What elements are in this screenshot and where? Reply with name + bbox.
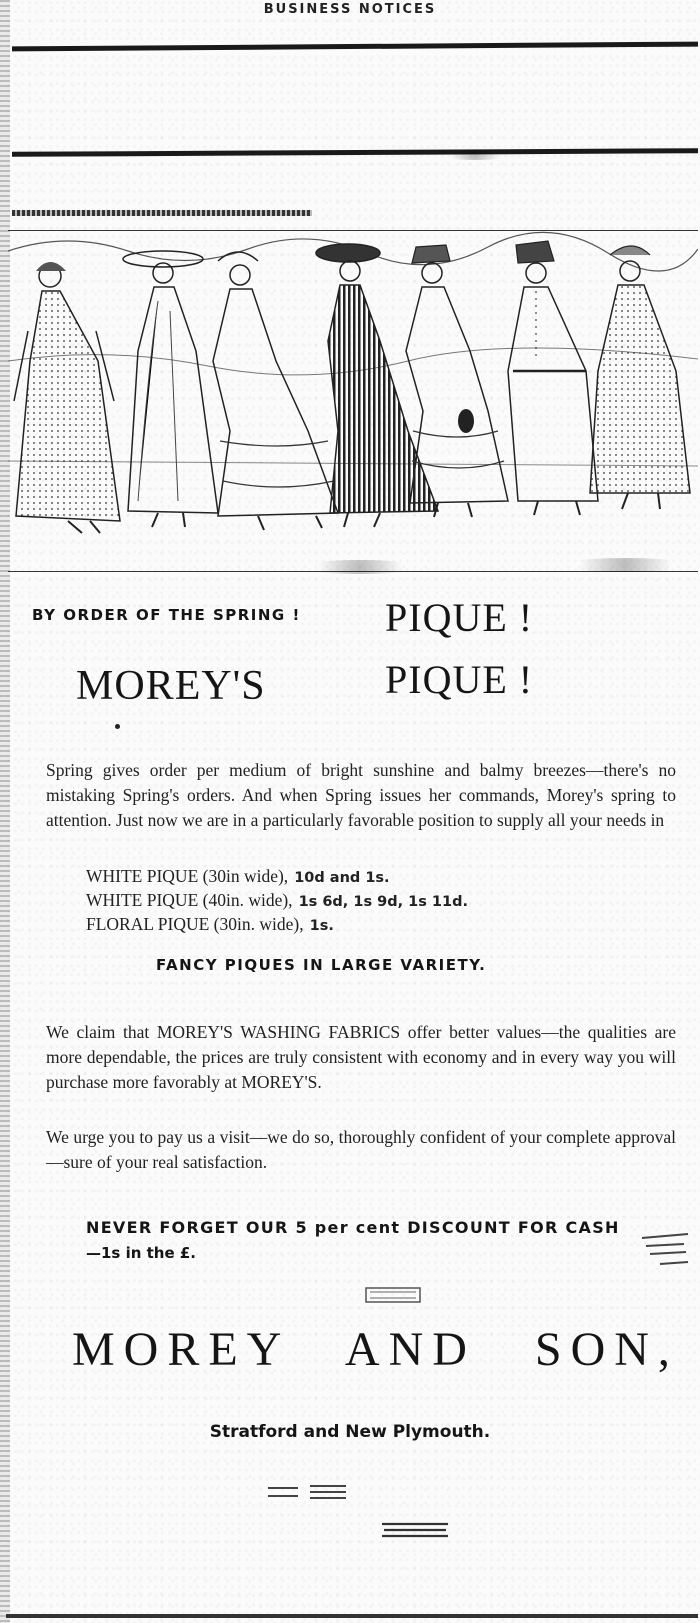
item-price: 1s 6d, 1s 9d, 1s 11d. bbox=[298, 894, 468, 910]
top-rule bbox=[12, 42, 698, 52]
second-rule bbox=[12, 148, 698, 157]
printer-ornament-1 bbox=[364, 1284, 424, 1306]
ink-smudge bbox=[300, 560, 420, 574]
figure-3 bbox=[213, 252, 338, 530]
pique-heading-1: PIQUE ! bbox=[385, 595, 534, 640]
item-name: WHITE PIQUE (30in wide), bbox=[86, 866, 289, 886]
intro-paragraph: Spring gives order per medium of bright sunshine and balmy breezes—there's no mistaking Spring's orders. And when Spring issues her commands, Morey's spring to attention. Just now we are in a particularly favorable position to supply all your needs in bbox=[46, 760, 676, 830]
discount-line: NEVER FORGET OUR 5 per cent DISCOUNT FOR CASH bbox=[86, 1218, 620, 1237]
fancy-piques-line: FANCY PIQUES IN LARGE VARIETY. bbox=[156, 956, 487, 974]
pique-heading-2: PIQUE ! bbox=[385, 657, 534, 702]
by-order-heading: BY ORDER OF THE SPRING ! bbox=[32, 606, 301, 624]
ink-smudge bbox=[440, 150, 510, 160]
edge-smudge-ornament bbox=[640, 1232, 692, 1272]
bottom-rule bbox=[6, 1614, 698, 1618]
towns-line: Stratford and New Plymouth. bbox=[209, 1422, 491, 1442]
section-header: BUSINESS NOTICES bbox=[263, 2, 437, 17]
firm-name: MOREY AND SON, bbox=[72, 1323, 679, 1376]
item-name: WHITE PIQUE (40in. wide), bbox=[86, 890, 293, 910]
figure-1 bbox=[14, 262, 120, 533]
discount-line-2: —1s in the £. bbox=[86, 1244, 197, 1262]
figure-4 bbox=[316, 244, 438, 527]
ink-smudge bbox=[560, 558, 690, 572]
fashion-illustration bbox=[8, 230, 698, 572]
item-name: FLORAL PIQUE (30in. wide), bbox=[86, 914, 304, 934]
figure-2 bbox=[123, 251, 218, 527]
figure-6 bbox=[508, 241, 598, 515]
printer-ornament-2 bbox=[266, 1480, 356, 1506]
urge-paragraph: We urge you to pay us a visit—we do so, thoroughly confident of your complete approval—sure of your real satisfaction. bbox=[46, 1127, 676, 1172]
moreys-heading: MOREY'S bbox=[76, 663, 266, 709]
illustration-top-border bbox=[12, 210, 312, 216]
price-item-floral bbox=[86, 914, 334, 935]
printer-ornament-3 bbox=[380, 1520, 452, 1544]
price-item-white-40 bbox=[86, 890, 468, 911]
item-price: 1s. bbox=[309, 918, 334, 934]
claim-paragraph: We claim that MOREY'S WASHING FABRICS offer better values—the qualities are more dependable, the prices are truly consistent with economy and in every way you will purchase more favorably at MOREY'S. bbox=[46, 1022, 676, 1092]
ink-dot bbox=[115, 724, 120, 729]
seven-women-in-dresses-drawing bbox=[8, 231, 698, 571]
figure-7 bbox=[590, 246, 690, 509]
item-price: 10d and 1s. bbox=[294, 870, 390, 886]
price-item-white-30 bbox=[86, 866, 390, 887]
